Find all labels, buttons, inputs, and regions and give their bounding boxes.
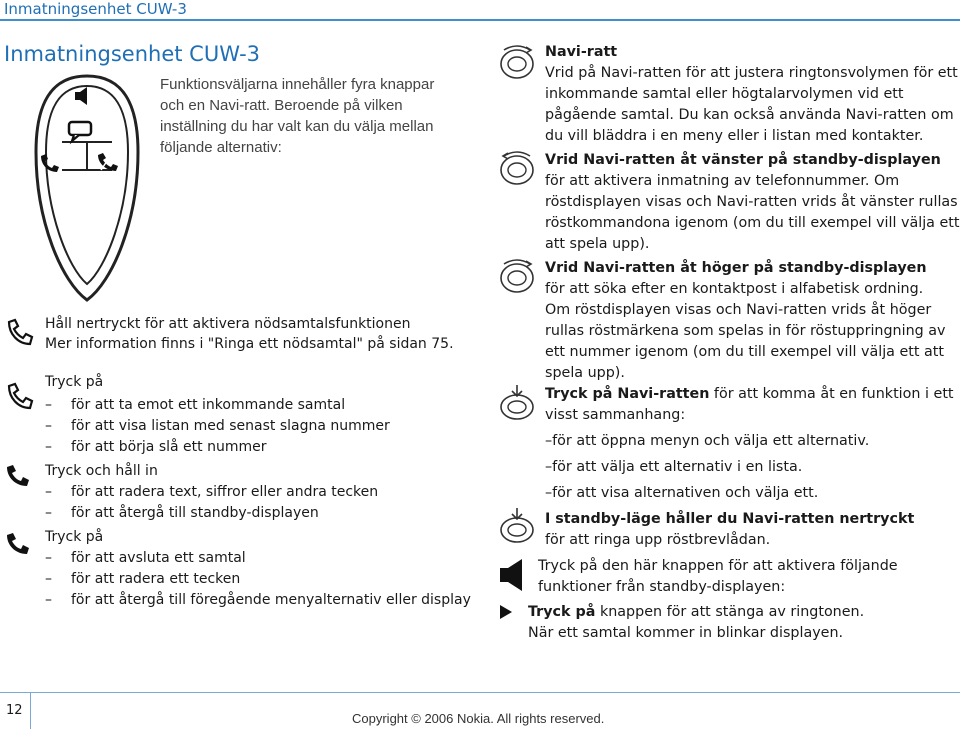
- end-key-icon: [95, 150, 121, 176]
- ptt-line: [528, 602, 864, 623]
- call-key-icon: [37, 152, 61, 176]
- list-item-text: för att avsluta ett samtal: [71, 550, 246, 566]
- ptt-bold: Tryck på: [528, 604, 596, 620]
- speaker-icon: [498, 558, 526, 592]
- navi-wheel-icon: [498, 44, 536, 80]
- speech-bubble-icon: [67, 120, 93, 142]
- navi-right-heading: Vrid Navi-ratten åt höger på standby-displayen: [545, 260, 927, 276]
- list-item-text: för att börja slå ett nummer: [71, 439, 267, 455]
- navi-press-rest: för att komma åt en funktion i ett: [709, 386, 954, 402]
- end-key-press-heading: Tryck på: [45, 529, 104, 545]
- navi-right-line: för att söka efter en kontaktpost i alfabetisk ordning.: [545, 281, 924, 297]
- list-item: [45, 482, 485, 502]
- navi-p1-line: inkommande samtal eller högtalarvolymen vid ett: [545, 86, 904, 102]
- call-key-heading: Tryck på: [45, 374, 104, 390]
- navi-p1-line: pågående samtal. Du kan också använda Navi-ratten om: [545, 107, 954, 123]
- navi-press-item: –för att visa alternativen och välja ett.: [545, 485, 819, 501]
- mute-line: Tryck på den här knappen för att aktivera följande: [538, 558, 898, 574]
- mute-line: funktioner från standby-displayen:: [538, 579, 786, 595]
- triangle-right-icon: [500, 605, 512, 619]
- navi-left-heading: Vrid Navi-ratten åt vänster på standby-displayen: [545, 152, 941, 168]
- dash: –: [45, 397, 52, 413]
- navi-left-line: att spela upp).: [545, 236, 650, 252]
- list-item: [45, 395, 485, 415]
- list-item-text: för att radera ett tecken: [71, 571, 241, 587]
- navi-p1-line: Vrid på Navi-ratten för att justera ringtonsvolymen för ett: [545, 65, 958, 81]
- call-key-icon: [4, 318, 34, 348]
- list-item-text: för att visa listan med senast slagna nummer: [71, 418, 390, 434]
- navi-right-line: Om röstdisplayen visas och Navi-ratten vrids åt höger: [545, 302, 932, 318]
- intro-paragraph: [160, 74, 434, 158]
- end-key-icon: [4, 530, 32, 558]
- speaker-icon: [73, 86, 91, 106]
- list-item: [45, 503, 485, 523]
- intro-line: och en Navi-ratt. Beroende på vilken: [160, 97, 403, 114]
- list-item: [45, 590, 485, 610]
- dash: –: [45, 505, 52, 521]
- running-header-title: Inmatningsenhet CUW-3: [4, 0, 187, 18]
- navi-right-line: spela upp).: [545, 365, 625, 381]
- list-item-text: för att återgå till standby-displayen: [71, 505, 319, 521]
- navi-left-line: för att aktivera inmatning av telefonnummer. Om: [545, 173, 900, 189]
- navi-press-icon: [498, 385, 536, 421]
- dash: –: [45, 550, 52, 566]
- emergency-line: Håll nertryckt för att aktivera nödsamtalsfunktionen: [45, 316, 411, 332]
- footer-rule: [0, 692, 960, 693]
- navi-hold-body: för att ringa upp röstbrevlådan.: [545, 532, 771, 548]
- section-title: Inmatningsenhet CUW-3: [4, 42, 261, 66]
- navi-press-item: –för att öppna menyn och välja ett alternativ.: [545, 433, 870, 449]
- ptt-line2: När ett samtal kommer in blinkar displayen.: [528, 625, 844, 641]
- navi-right-line: rullas röstmärkena som spelas in för röstuppringning av: [545, 323, 946, 339]
- navi-title: Navi-ratt: [545, 44, 618, 60]
- list-item-text: för att ta emot ett inkommande samtal: [71, 397, 346, 413]
- navi-hold-icon: [498, 508, 536, 544]
- call-key-icon: [4, 382, 34, 412]
- list-item-text: för att återgå till föregående menyalternativ eller display: [71, 592, 471, 608]
- navi-hold-heading: I standby-läge håller du Navi-ratten nertryckt: [545, 511, 915, 527]
- list-item: [45, 548, 485, 568]
- navi-left-line: röstkommandona igenom (om du till exempel vill välja ett: [545, 215, 960, 231]
- navi-p1-line: du vill bläddra i en meny eller i listan med kontakter.: [545, 128, 924, 144]
- end-key-hold-heading: Tryck och håll in: [45, 463, 158, 479]
- list-item-text: för att radera text, siffror eller andra tecken: [71, 484, 379, 500]
- navi-left-line: röstdisplayen visas och Navi-ratten vrids åt vänster rullas: [545, 194, 958, 210]
- navi-press-line: [545, 384, 954, 405]
- emergency-text: [45, 314, 454, 354]
- intro-line: inställning du har valt kan du välja mellan: [160, 118, 434, 135]
- copyright-notice: Copyright © 2006 Nokia. All rights reserved.: [352, 711, 605, 726]
- list-item: [45, 416, 485, 436]
- end-key-icon: [4, 462, 32, 490]
- dash: –: [45, 439, 52, 455]
- dash: –: [45, 571, 52, 587]
- dash: –: [45, 592, 52, 608]
- intro-line: Funktionsväljarna innehåller fyra knappar: [160, 76, 435, 93]
- intro-line: följande alternativ:: [160, 139, 282, 156]
- navi-right-line: ett nummer igenom (om du till exempel vill välja ett att: [545, 344, 945, 360]
- navi-rotate-right-icon: [498, 258, 536, 294]
- navi-rotate-left-icon: [498, 150, 536, 186]
- dash: –: [45, 418, 52, 434]
- device-illustration: [32, 72, 142, 304]
- navi-press-bold: Tryck på Navi-ratten: [545, 386, 710, 402]
- dash: –: [45, 484, 52, 500]
- page-number: 12: [6, 703, 23, 718]
- navi-press-item: –för att välja ett alternativ i en lista.: [545, 459, 803, 475]
- list-item: [45, 437, 485, 457]
- list-item: [45, 569, 485, 589]
- emergency-line: Mer information finns i "Ringa ett nödsamtal" på sidan 75.: [45, 336, 454, 352]
- ptt-rest: knappen för att stänga av ringtonen.: [595, 604, 865, 620]
- navi-press-line2: visst sammanhang:: [545, 407, 686, 423]
